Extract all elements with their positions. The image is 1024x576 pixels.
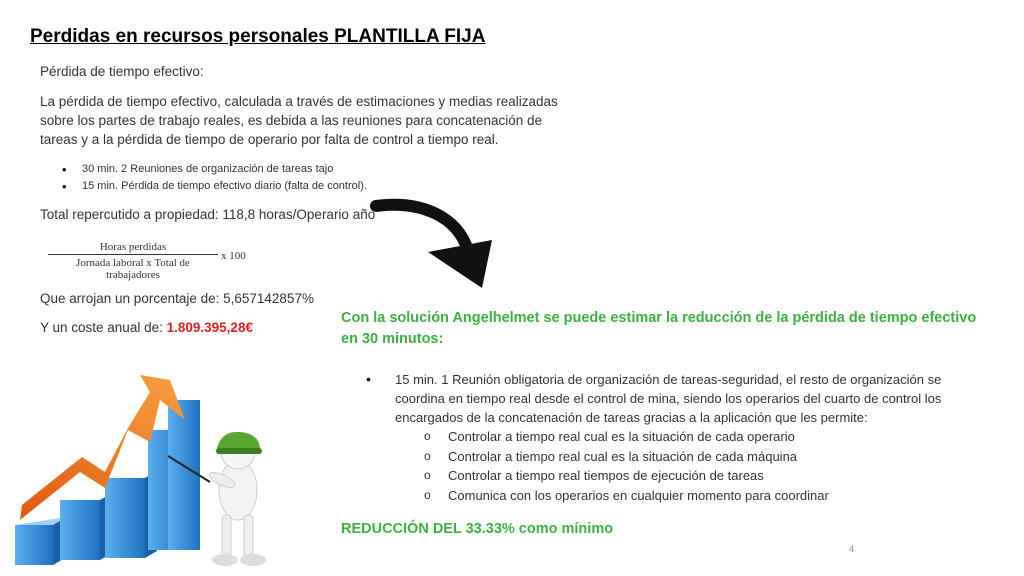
- page-number: 4: [849, 544, 855, 554]
- solution-heading: Con la solución Angelhelmet se puede estimar la reducción de la pérdida de tiempo efectivo en 30 minutos:: [341, 310, 977, 347]
- list-item: o Controlar a tiempo real cual es la situación de cada operario: [424, 427, 829, 447]
- curved-arrow-icon: [370, 196, 500, 292]
- bar-chart-bars: [15, 400, 200, 565]
- total-text: Total repercutido a propiedad: 118,8 horas/Operario año: [40, 207, 376, 222]
- cost-value: 1.809.395,28€: [166, 320, 253, 335]
- cost-label: Y un coste anual de:: [40, 320, 163, 335]
- percentage-text: Que arrojan un porcentaje de: 5,657142857%: [40, 291, 314, 306]
- formula-multiplier: x 100: [221, 250, 246, 262]
- formula: [48, 241, 246, 281]
- growth-chart-figure: [10, 360, 280, 575]
- solution-sub-bullets: [424, 427, 829, 505]
- cost-line: [40, 318, 253, 337]
- loss-bullets: [60, 161, 367, 195]
- reduction-text: REDUCCIÓN DEL 33.33% como mínimo: [341, 521, 614, 537]
- formula-numerator: Horas perdidas: [48, 241, 218, 255]
- loss-paragraph: La pérdida de tiempo efectivo, calculada a través de estimaciones y medias realizadas sobre los partes de trabajo reales, es debida a las reuniones para concatenación de tareas y a la pérdida de tiempo de operario por falta de control a tiempo real.: [40, 94, 558, 147]
- formula-denominator: Jornada laboral x Total de trabajadores: [76, 257, 190, 281]
- list-item: • 30 min. 2 Reuniones de organización de tareas tajo: [60, 161, 367, 178]
- section-heading: Pérdida de tiempo efectivo:: [40, 64, 204, 79]
- page-title: Perdidas en recursos personales PLANTILLA FIJA: [30, 26, 486, 47]
- solution-bullet-text: 15 min. 1 Reunión obligatoria de organización de tareas-seguridad, el resto de organización se coordina en tiempo real desde el control de mina, siendo los operarios del cuarto de control los encargados de la concatenación de tareas gracias a la aplicación que les permite:: [395, 372, 942, 425]
- list-item: o Controlar a tiempo real tiempos de ejecución de tareas: [424, 466, 829, 486]
- solution-bullet: [366, 370, 986, 427]
- bullet-dot: •: [366, 371, 371, 387]
- list-item: • 15 min. Pérdida de tiempo efectivo diario (falta de control).: [60, 178, 367, 195]
- list-item: o Comunica con los operarios en cualquier momento para coordinar: [424, 486, 829, 506]
- list-item: o Controlar a tiempo real cual es la situación de cada máquina: [424, 447, 829, 467]
